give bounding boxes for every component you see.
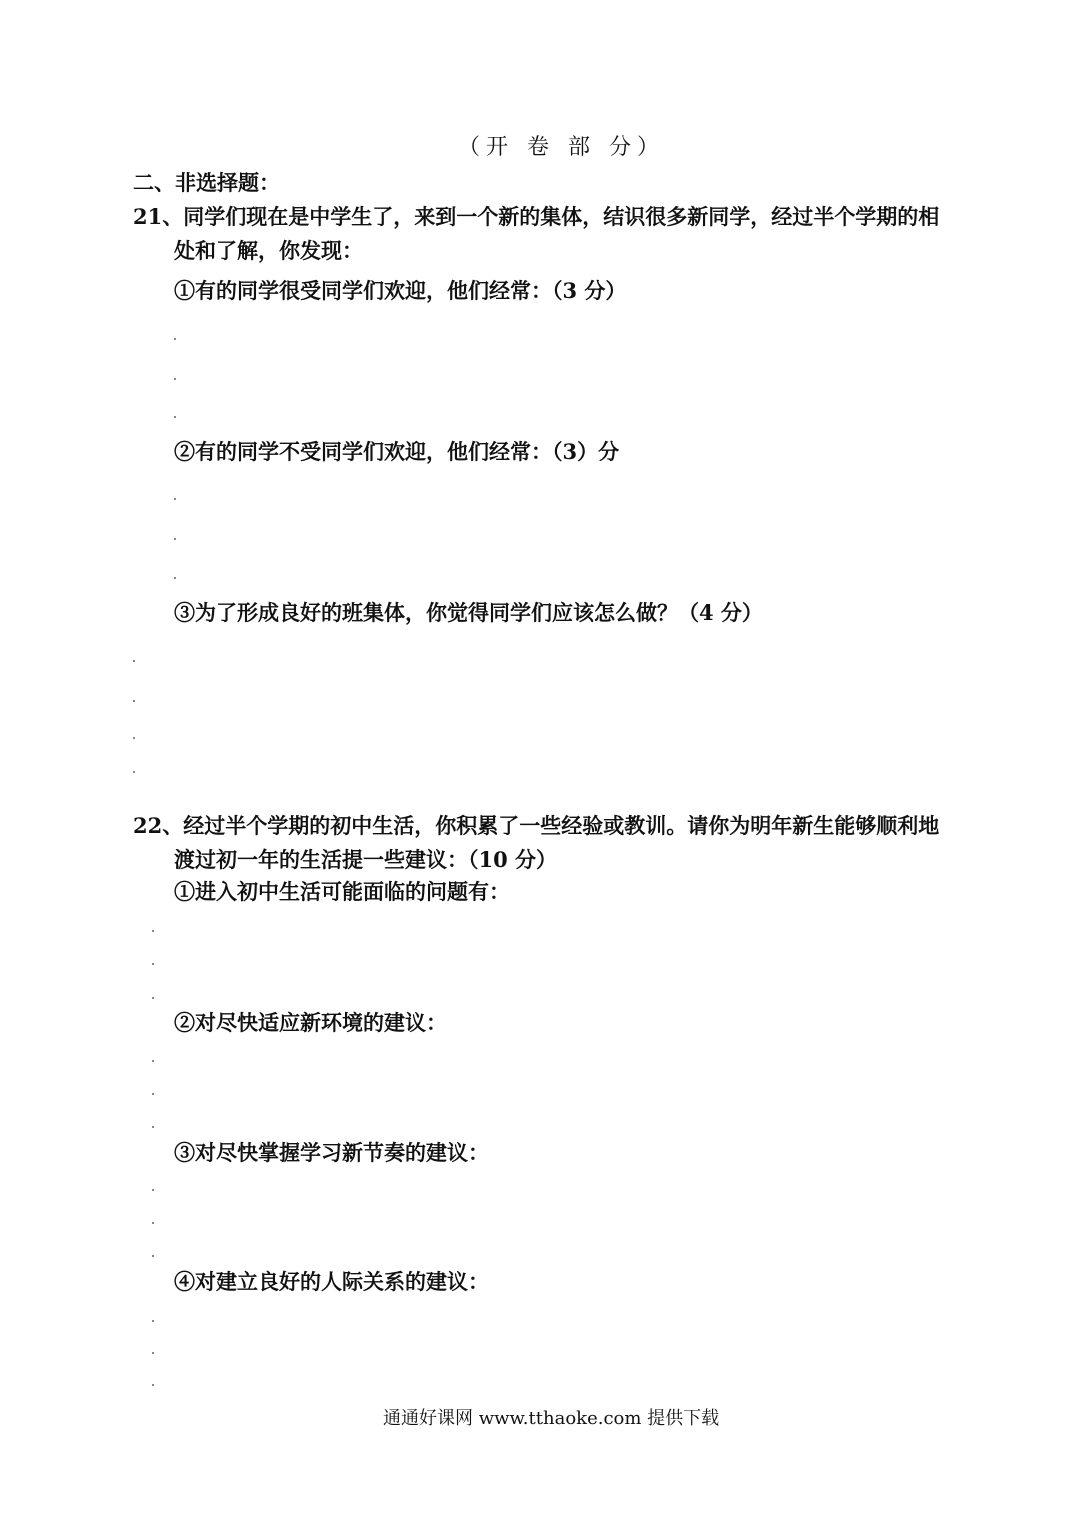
answer-line-marker (174, 498, 176, 500)
answer-line-marker (152, 1222, 154, 1224)
question-22-part-2: ②对尽快适应新环境的建议： (174, 1010, 447, 1035)
question-22-part-1: ①进入初中生活可能面临的问题有： (174, 879, 510, 904)
answer-line-marker (174, 416, 176, 418)
answer-line-marker (174, 538, 176, 540)
answer-line-marker (152, 963, 154, 965)
page-footer: 通通好课网 www.tthaoke.com 提供下载 (383, 1408, 720, 1429)
question-21-part-1: ①有的同学很受同学们欢迎，他们经常：（3 分） (174, 278, 627, 303)
answer-line-marker (152, 930, 154, 932)
question-21-line-2: 处和了解，你发现： (174, 238, 363, 263)
answer-line-marker (174, 577, 176, 579)
question-21-part-2: ②有的同学不受同学们欢迎，他们经常：（3）分 (174, 439, 620, 464)
question-22-part-4: ④对建立良好的人际关系的建议： (174, 1269, 489, 1294)
question-22-part-3: ③对尽快掌握学习新节奏的建议： (174, 1140, 489, 1165)
answer-line-marker (133, 700, 135, 702)
answer-line-marker (133, 771, 135, 773)
answer-line-marker (152, 1093, 154, 1095)
answer-line-marker (133, 737, 135, 739)
answer-line-marker (152, 1060, 154, 1062)
section-heading: 二、非选择题： (133, 170, 280, 195)
question-21-part-3: ③为了形成良好的班集体，你觉得同学们应该怎么做？（4 分） (174, 600, 763, 625)
answer-line-marker (174, 378, 176, 380)
answer-line-marker (152, 1384, 154, 1386)
question-22-line-1: 22、经过半个学期的初中生活，你积累了一些经验或教训。请你为明年新生能够顺利地 (133, 813, 940, 838)
question-22-line-2: 渡过初一年的生活提一些建议：（10 分） (174, 847, 558, 872)
answer-line-marker (152, 1189, 154, 1191)
answer-line-marker (152, 1352, 154, 1354)
answer-line-marker (152, 1126, 154, 1128)
question-21-line-1: 21、同学们现在是中学生了，来到一个新的集体，结识很多新同学，经过半个学期的相 (133, 204, 940, 229)
answer-line-marker (133, 660, 135, 662)
answer-line-marker (152, 1255, 154, 1257)
page-title: （开 卷 部 分） (458, 135, 665, 160)
answer-line-marker (152, 1320, 154, 1322)
answer-line-marker (152, 997, 154, 999)
answer-line-marker (174, 338, 176, 340)
